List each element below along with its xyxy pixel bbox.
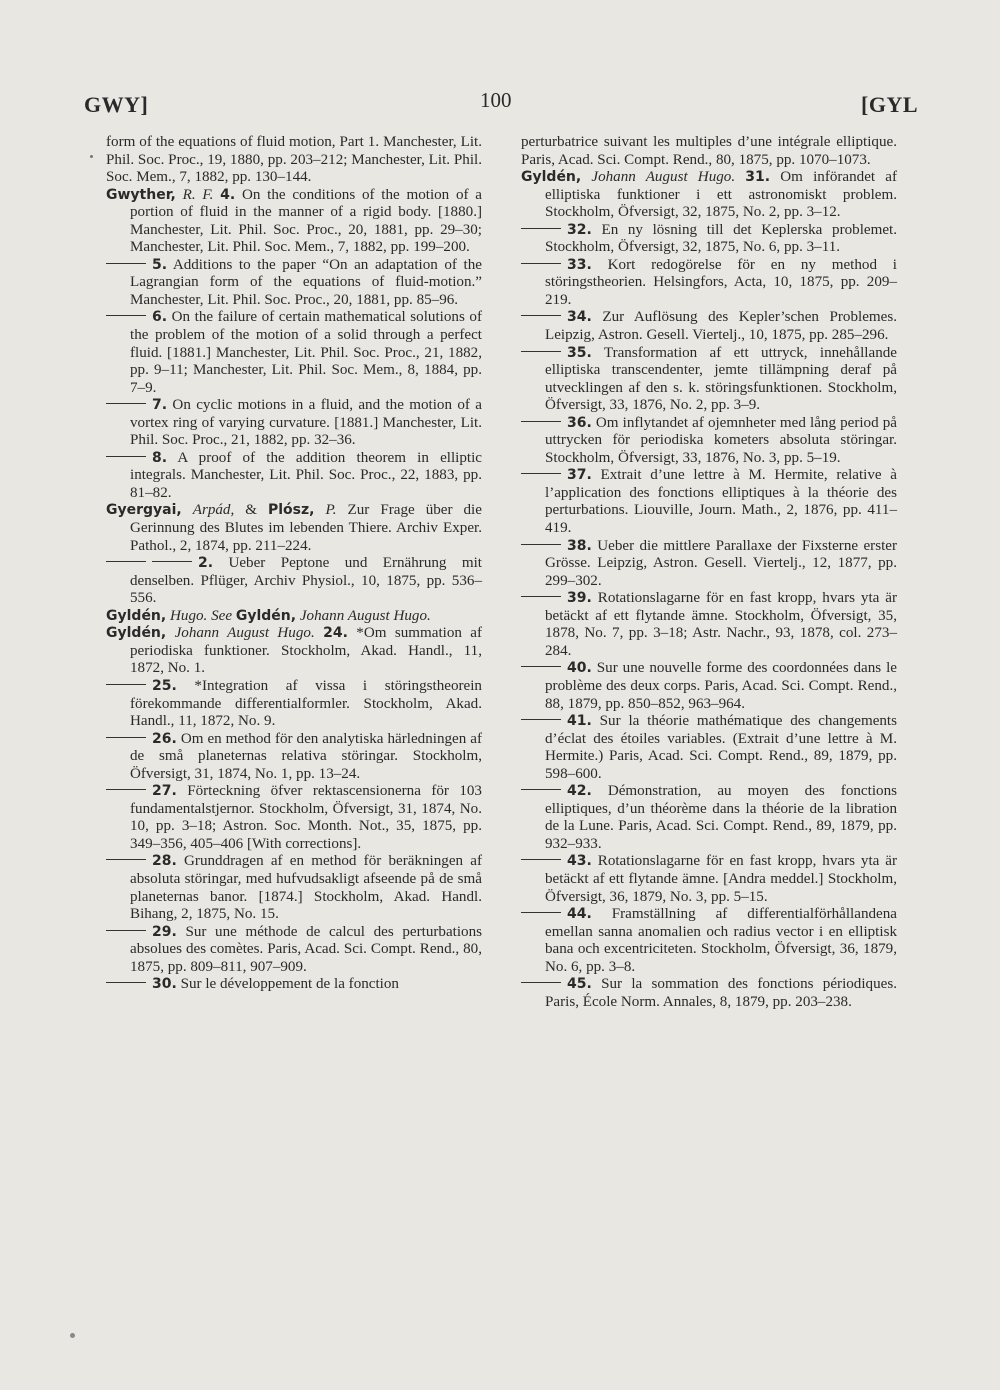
entry-text: Om en method för den analytiska härledningen af de små planeternas relativa störingar. Stockholm, Öfversigt, 31, 1874, No. 1, pp. 13–24.: [130, 730, 482, 782]
ditto-dash: [152, 561, 192, 562]
entry-number: 42.: [567, 783, 592, 800]
ditto-dash: [521, 596, 561, 597]
entry-text: On cyclic motions in a fluid, and the motion of a vortex ring of varying curvature. [1881.] Manchester, Lit. Phil. Soc. Proc., 21, 1882, pp. 32–36.: [130, 397, 482, 449]
bibliography-entry: [521, 415, 897, 468]
ditto-dash: [521, 351, 561, 352]
bibliography-entry: [106, 853, 482, 923]
entry-text: Kort redogörelse för en ny method i störingstheorien. Helsingfors, Acta, 10, 1875, pp. 209–219.: [545, 256, 898, 308]
entry-text: Förteckning öfver rektascensionerna för 103 fundamentalstjernor. Stockholm, Öfversigt, 31, 1874, No. 10, pp. 3–18; Astron. Soc. Month. Not., 35, 1875, pp. 349–356, 405–406 [With corrections].: [130, 783, 482, 852]
entry-number: 29.: [152, 923, 177, 940]
entry-number: 4.: [220, 186, 236, 203]
ditto-dash: [521, 544, 561, 545]
bibliography-entry: [106, 555, 482, 608]
ditto-dash: [106, 263, 146, 264]
ditto-dash: [106, 456, 146, 457]
see-author-name: Gyldén,: [235, 607, 297, 624]
ditto-dash: [521, 666, 561, 667]
bibliography-entry: [521, 169, 897, 222]
entry-number: 41.: [567, 713, 592, 730]
entry-number: 26.: [152, 730, 177, 747]
bibliography-entry: [106, 731, 482, 784]
ditto-dash: [521, 859, 561, 860]
entry-number: 36.: [567, 414, 592, 431]
ditto-dash: [106, 684, 146, 685]
coauthor-name: Plósz,: [268, 502, 315, 519]
see-reference: See: [211, 607, 233, 624]
entry-number: 8.: [152, 449, 168, 466]
bibliography-entry: [521, 538, 897, 591]
scan-speck: [70, 1333, 75, 1338]
entry-number: 32.: [567, 221, 592, 238]
ditto-dash: [106, 982, 146, 983]
entry-text: Om inflytandet af ojemnheter med lång period på uttrycken för periodiska kometers absoluta störingar. Stockholm, Öfversigt, 33, 1876, No. 3, pp. 5–19.: [545, 414, 897, 466]
bibliography-entry: [106, 309, 482, 397]
entry-text: Sur une méthode de calcul des perturbations absolues des comètes. Paris, Acad. Sci. Compt. Rend., 80, 1875, pp. 809–811, 907–909.: [130, 923, 482, 975]
bibliography-entry: [521, 134, 897, 169]
entry-number: 7.: [152, 397, 168, 414]
entry-text: Sur la théorie mathématique des changements d’éclat des étoiles variables. (Extrait d’une lettre à M. Hermite.) Paris, Acad. Sci. Compt. Rend., 89, 1879, pp. 598–600.: [545, 713, 898, 782]
entry-number: 27.: [152, 783, 177, 800]
entry-number: 38.: [567, 537, 592, 554]
author-name: Gwyther,: [106, 186, 176, 203]
entry-number: 37.: [567, 467, 592, 484]
entry-text: form of the equations of fluid motion, Part 1. Manchester, Lit. Phil. Soc. Proc., 19, 1880, pp. 203–212; Manchester, Lit. Phil. Soc. Mem., 7, 1882, pp. 130–144.: [106, 134, 482, 186]
ditto-dash: [521, 228, 561, 229]
bibliography-entry: [106, 783, 482, 853]
entry-text: Extrait d’une lettre à M. Hermite, relative à l’application des fonctions elliptiques à la théorie des perturbations. Liouville, Journ. Math., 2, 1876, pp. 411–419.: [545, 467, 897, 537]
ditto-dash: [521, 263, 561, 264]
entry-number: 2.: [198, 555, 214, 572]
entry-text: Sur la sommation des fonctions périodiques. Paris, École Norm. Annales, 8, 1879, pp. 203–238.: [545, 976, 897, 1010]
entry-number: 40.: [567, 660, 592, 677]
ditto-dash: [521, 719, 561, 720]
entry-text: Zur Auflösung des Kepler’schen Problemes. Leipzig, Astron. Gesell. Viertelj., 10, 1875, pp. 285–296.: [545, 309, 897, 344]
entry-text: Démonstration, au moyen des fonctions elliptiques, d’un théorème dans la théorie de la libration de la Lune. Paris, Acad. Sci. Compt. Rend., 89, 1879, pp. 932–933.: [545, 783, 897, 852]
entry-number: 28.: [152, 853, 177, 870]
entry-text: On the failure of certain mathematical solutions of the problem of the motion of a solid through a perfect fluid. [1881.] Manchester, Lit. Phil. Soc. Proc., 21, 1882, pp. 9–11; Manchester, Lit. Phil. Soc. Mem., 8, 1884, pp. 7–9.: [130, 309, 482, 396]
entry-text: En ny lösning till det Keplerska problemet. Stockholm, Öfversigt, 32, 1875, No. 6, pp. 3–11.: [545, 221, 897, 256]
entry-text: Zur Frage über die Gerinnung des Blutes im lebenden Thiere. Archiv Exper. Pathol., 2, 1874, pp. 211–224.: [130, 502, 482, 554]
entry-number: 6.: [152, 309, 168, 326]
bibliography-entry: [521, 853, 897, 906]
bibliography-entry: [521, 590, 897, 660]
bibliography-entry: [521, 906, 897, 976]
author-given-name: Arpád,: [192, 502, 235, 519]
bibliography-entry: [521, 783, 897, 853]
entry-text: Ueber Peptone und Ernährung mit denselben. Pflüger, Archiv Physiol., 10, 1875, pp. 536–556.: [130, 555, 482, 607]
entry-text: *Om summation af periodiska funktioner. Stockholm, Akad. Handl., 11, 1872, No. 1.: [130, 625, 483, 677]
ditto-dash: [106, 403, 146, 404]
ditto-dash: [521, 982, 561, 983]
bibliography-entry: [521, 660, 897, 713]
bibliography-entry: [521, 467, 897, 537]
ditto-dash: [106, 561, 146, 562]
bibliography-entry: [106, 502, 482, 555]
bibliography-entry: [521, 713, 897, 783]
author-name: Gyergyai,: [106, 502, 182, 519]
bibliography-entry: [106, 976, 482, 994]
bibliography-entry: [521, 222, 897, 257]
header-left: GWY]: [84, 92, 149, 117]
entry-text: On the conditions of the motion of a portion of fluid in the manner of a rigid body. [1880.] Manchester, Lit. Phil. Soc. Proc., 20, 1881, pp. 29–30; Manchester, Lit. Phil. Soc. Mem., 7, 1882, pp. 199–200.: [130, 186, 482, 256]
bibliography-entry: [106, 678, 482, 731]
page-number: 100: [480, 88, 512, 112]
bibliography-entry: [106, 625, 482, 678]
ditto-dash: [521, 421, 561, 422]
bibliography-entry: [106, 924, 482, 977]
entry-number: 31.: [745, 169, 771, 186]
entry-number: 34.: [567, 309, 592, 326]
right-column: [521, 134, 897, 1011]
author-given-name: Hugo.: [170, 607, 208, 624]
bibliography-entry: [106, 608, 482, 626]
bibliography-entry: [521, 257, 897, 310]
ditto-dash: [521, 315, 561, 316]
entry-text: A proof of the addition theorem in elliptic integrals. Manchester, Lit. Phil. Soc. Proc., 22, 1883, pp. 81–82.: [130, 449, 482, 501]
see-author-given-name: Johann August Hugo.: [299, 607, 431, 624]
ditto-dash: [106, 789, 146, 790]
ditto-dash: [106, 859, 146, 860]
coauthor-ampersand: &: [245, 502, 257, 519]
entry-text: Om införandet af elliptiska funktioner i ett astronomiskt problem. Stockholm, Öfversigt, 32, 1875, No. 2, pp. 3–12.: [545, 169, 897, 221]
entry-text: perturbatrice suivant les multiples d’une intégrale elliptique. Paris, Acad. Sci. Compt. Rend., 80, 1875, pp. 1070–1073.: [521, 134, 897, 168]
entry-number: 45.: [567, 976, 592, 993]
author-name: Gyldén,: [106, 625, 167, 642]
ditto-dash: [521, 473, 561, 474]
ditto-dash: [106, 737, 146, 738]
entry-number: 24.: [323, 625, 348, 642]
entry-number: 25.: [152, 677, 177, 694]
entry-text: Rotationslagarne för en fast kropp, hvars yta är betäckt af ett flytande ämne. Stockholm, Öfversigt, 35, 1878, No. 7, pp. 3–18; Astr. Nachr., 93, 1878, col. 273–284.: [545, 590, 897, 659]
entry-text: Transformation af ett uttryck, innehållande elliptiska transcendenter, jemte tillämpning deraf på utvecklingen af den s. k. störingsfunktionen. Stockholm, Öfversigt, 33, 1876, No. 2, pp. 3–9.: [545, 344, 897, 414]
ditto-dash: [106, 930, 146, 931]
ditto-dash: [106, 315, 146, 316]
bibliography-entry: [521, 345, 897, 415]
bibliography-entry: [106, 187, 482, 257]
entry-text: Sur le développement de la fonction: [180, 976, 399, 993]
entry-text: Grunddragen af en method för beräkningen af absoluta störingar, med hufvudsakligt afseende på de små planeternas banor. [1874.] Stockholm, Akad. Handl. Bihang, 2, 1875, No. 15.: [130, 853, 482, 923]
bibliography-entry: [106, 397, 482, 450]
bibliography-entry: [106, 257, 482, 310]
author-given-name: R. F.: [182, 186, 214, 203]
entry-number: 35.: [567, 344, 592, 361]
entry-number: 30.: [152, 976, 177, 993]
bibliography-entry: [106, 450, 482, 503]
entry-text: *Integration af vissa i störingstheorein förekommande differentialformler. Stockholm, Akad. Handl., 11, 1872, No. 9.: [130, 677, 482, 730]
entry-number: 43.: [567, 853, 592, 870]
bibliography-entry: [521, 976, 897, 1011]
author-given-name: Johann August Hugo.: [591, 169, 736, 186]
bibliography-entry: [521, 309, 897, 344]
left-column: [106, 134, 482, 994]
entry-number: 5.: [152, 256, 168, 273]
coauthor-given-name: P.: [325, 502, 337, 519]
entry-text: Ueber die mittlere Parallaxe der Fixsterne erster Grösse. Leipzig, Astron. Gesell. Viertelj., 12, 1877, pp. 299–302.: [545, 537, 897, 589]
entry-number: 39.: [567, 590, 592, 607]
scan-speck: [90, 155, 93, 158]
entry-text: Sur une nouvelle forme des coordonnées dans le problème des deux corps. Paris, Acad. Sci. Compt. Rend., 88, 1879, pp. 850–852, 963–964.: [545, 660, 897, 712]
entry-number: 33.: [567, 256, 592, 273]
header-right: [GYL: [861, 92, 918, 117]
entry-text: Rotationslagarne för en fast kropp, hvars yta är betäckt af ett flytande ämne. [Andra meddel.] Stockholm, Öfversigt, 36, 1879, No. 3, pp. 5–15.: [545, 853, 897, 905]
ditto-dash: [521, 789, 561, 790]
ditto-dash: [521, 912, 561, 913]
entry-text: Additions to the paper “On an adaptation of the Lagrangian form of the equations of fluid-motion.” Manchester, Lit. Phil. Soc. Proc., 20, 1881, pp. 85–96.: [130, 256, 482, 308]
entry-text: Framställning af differentialförhållandena emellan sanna anomalien och radius vector i en elliptisk bana och excentriciteten. Stockholm, Öfversigt, 36, 1879, No. 6, pp. 3–8.: [545, 906, 897, 975]
bibliography-entry: [106, 134, 482, 187]
author-name: Gyldén,: [521, 169, 582, 186]
author-name: Gyldén,: [106, 607, 167, 624]
author-given-name: Johann August Hugo.: [174, 625, 315, 642]
running-head: [84, 88, 918, 122]
entry-number: 44.: [567, 906, 592, 923]
